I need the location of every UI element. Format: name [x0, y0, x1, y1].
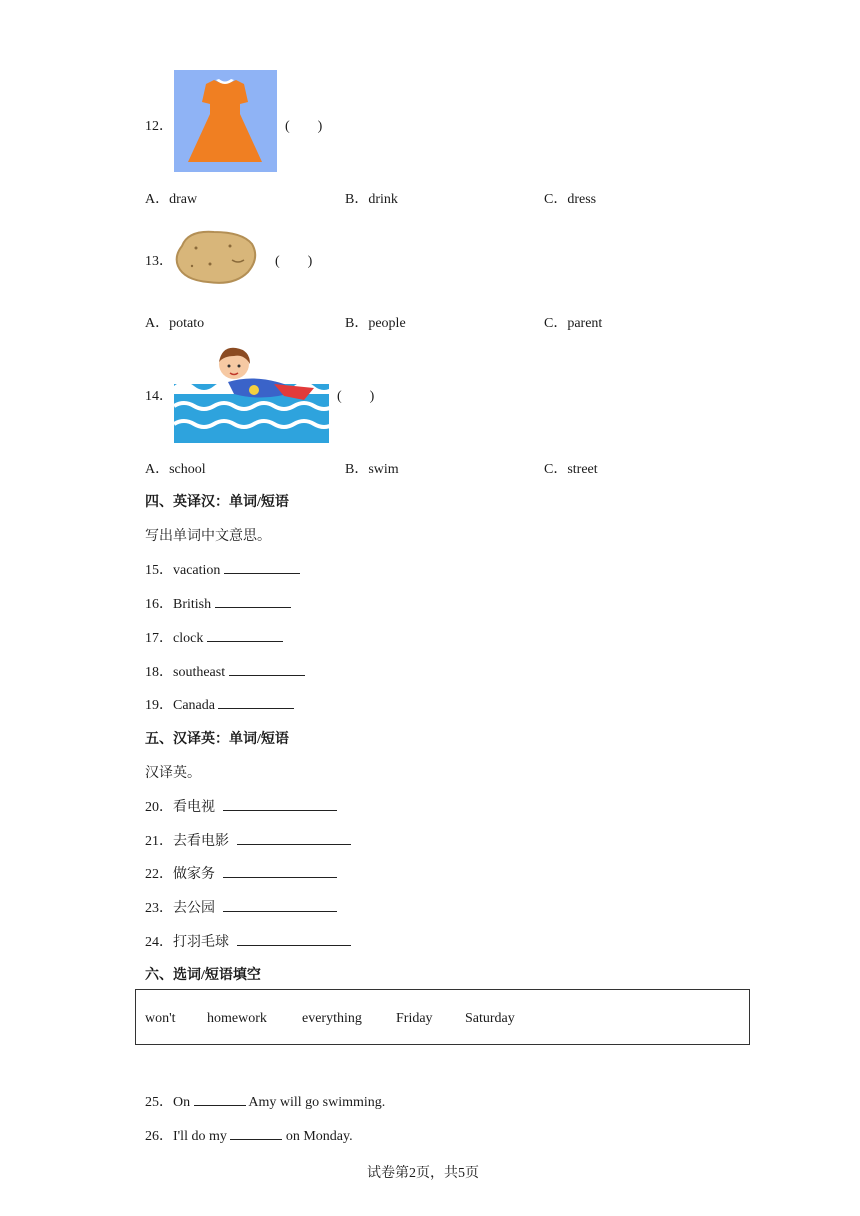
option-b[interactable]: B．people [345, 316, 406, 331]
option-c[interactable]: C．dress [544, 192, 597, 207]
swimming-girl-icon [174, 344, 329, 443]
dress-icon [174, 70, 277, 172]
question-number: 12． [145, 119, 173, 134]
answer-blank[interactable] [223, 899, 337, 912]
answer-blank[interactable] [237, 832, 351, 845]
question-number: 19． [145, 698, 173, 713]
sentence-start: I'll do my [173, 1129, 227, 1144]
answer-blank[interactable] [218, 696, 294, 709]
item-word: 去公园 [173, 901, 215, 916]
word-bank-item: won't [145, 1011, 176, 1026]
translation-item [145, 559, 300, 579]
translation-item [145, 796, 337, 816]
option-a[interactable]: A．potato [145, 316, 205, 331]
answer-blank[interactable] [194, 1093, 246, 1106]
potato-icon [174, 226, 258, 288]
question-number: 15． [145, 563, 173, 578]
fill-blank-item [145, 1125, 353, 1145]
translation-item [145, 897, 337, 917]
fill-blank-item [145, 1091, 385, 1111]
question-number: 24． [145, 935, 173, 950]
question-number: 18． [145, 665, 173, 680]
section-heading: 五、汉译英：单词/短语 [145, 732, 289, 747]
sentence-end: on Monday. [285, 1129, 353, 1144]
answer-parentheses: ( ) [337, 389, 375, 404]
answer-blank[interactable] [223, 865, 337, 878]
translation-item [145, 830, 351, 850]
translation-item [145, 593, 291, 613]
option-b[interactable]: B．drink [345, 192, 398, 207]
option-c[interactable]: C．street [544, 462, 598, 477]
answer-parentheses: ( ) [285, 119, 323, 134]
item-word: British [173, 597, 212, 612]
question-number: 22． [145, 867, 173, 882]
word-bank-item: Saturday [465, 1011, 515, 1026]
item-word: 看电视 [173, 800, 215, 815]
word-bank-item: everything [302, 1011, 362, 1026]
translation-item [145, 661, 305, 681]
answer-blank[interactable] [215, 595, 291, 608]
item-word: 去看电影 [173, 834, 229, 849]
word-bank-item: homework [207, 1011, 267, 1026]
translation-item [145, 694, 294, 714]
answer-blank[interactable] [229, 663, 305, 676]
answer-blank[interactable] [224, 561, 300, 574]
translation-item [145, 627, 283, 647]
option-a[interactable]: A．draw [145, 192, 198, 207]
translation-item [145, 931, 351, 951]
item-word: clock [173, 631, 204, 646]
section-heading: 六、选词/短语填空 [145, 968, 261, 983]
question-number: 23． [145, 901, 173, 916]
translation-item [145, 863, 337, 883]
answer-parentheses: ( ) [275, 254, 313, 269]
item-word: vacation [173, 563, 221, 578]
question-number: 17． [145, 631, 173, 646]
answer-blank[interactable] [237, 933, 351, 946]
item-word: southeast [173, 665, 226, 680]
question-number: 25． [145, 1095, 173, 1110]
question-number: 21． [145, 834, 173, 849]
section-instruction: 写出单词中文意思。 [145, 529, 271, 544]
question-number: 16． [145, 597, 173, 612]
option-b[interactable]: B．swim [345, 462, 399, 477]
question-number: 13． [145, 254, 173, 269]
word-bank-box [135, 989, 750, 1045]
item-word: 做家务 [173, 867, 215, 882]
item-word: 打羽毛球 [173, 935, 229, 950]
item-word: Canada [173, 698, 215, 713]
answer-blank[interactable] [230, 1127, 282, 1140]
answer-blank[interactable] [223, 798, 337, 811]
question-number: 26． [145, 1129, 173, 1144]
section-heading: 四、英译汉：单词/短语 [145, 495, 289, 510]
word-bank-item: Friday [396, 1011, 433, 1026]
sentence-start: On [173, 1095, 191, 1110]
question-number: 20． [145, 800, 173, 815]
option-c[interactable]: C．parent [544, 316, 603, 331]
page-footer: 试卷第2页，共5页 [367, 1166, 479, 1181]
answer-blank[interactable] [207, 629, 283, 642]
question-number: 14． [145, 389, 173, 404]
option-a[interactable]: A．school [145, 462, 206, 477]
section-instruction: 汉译英。 [145, 766, 201, 781]
sentence-end: Amy will go swimming. [248, 1095, 386, 1110]
